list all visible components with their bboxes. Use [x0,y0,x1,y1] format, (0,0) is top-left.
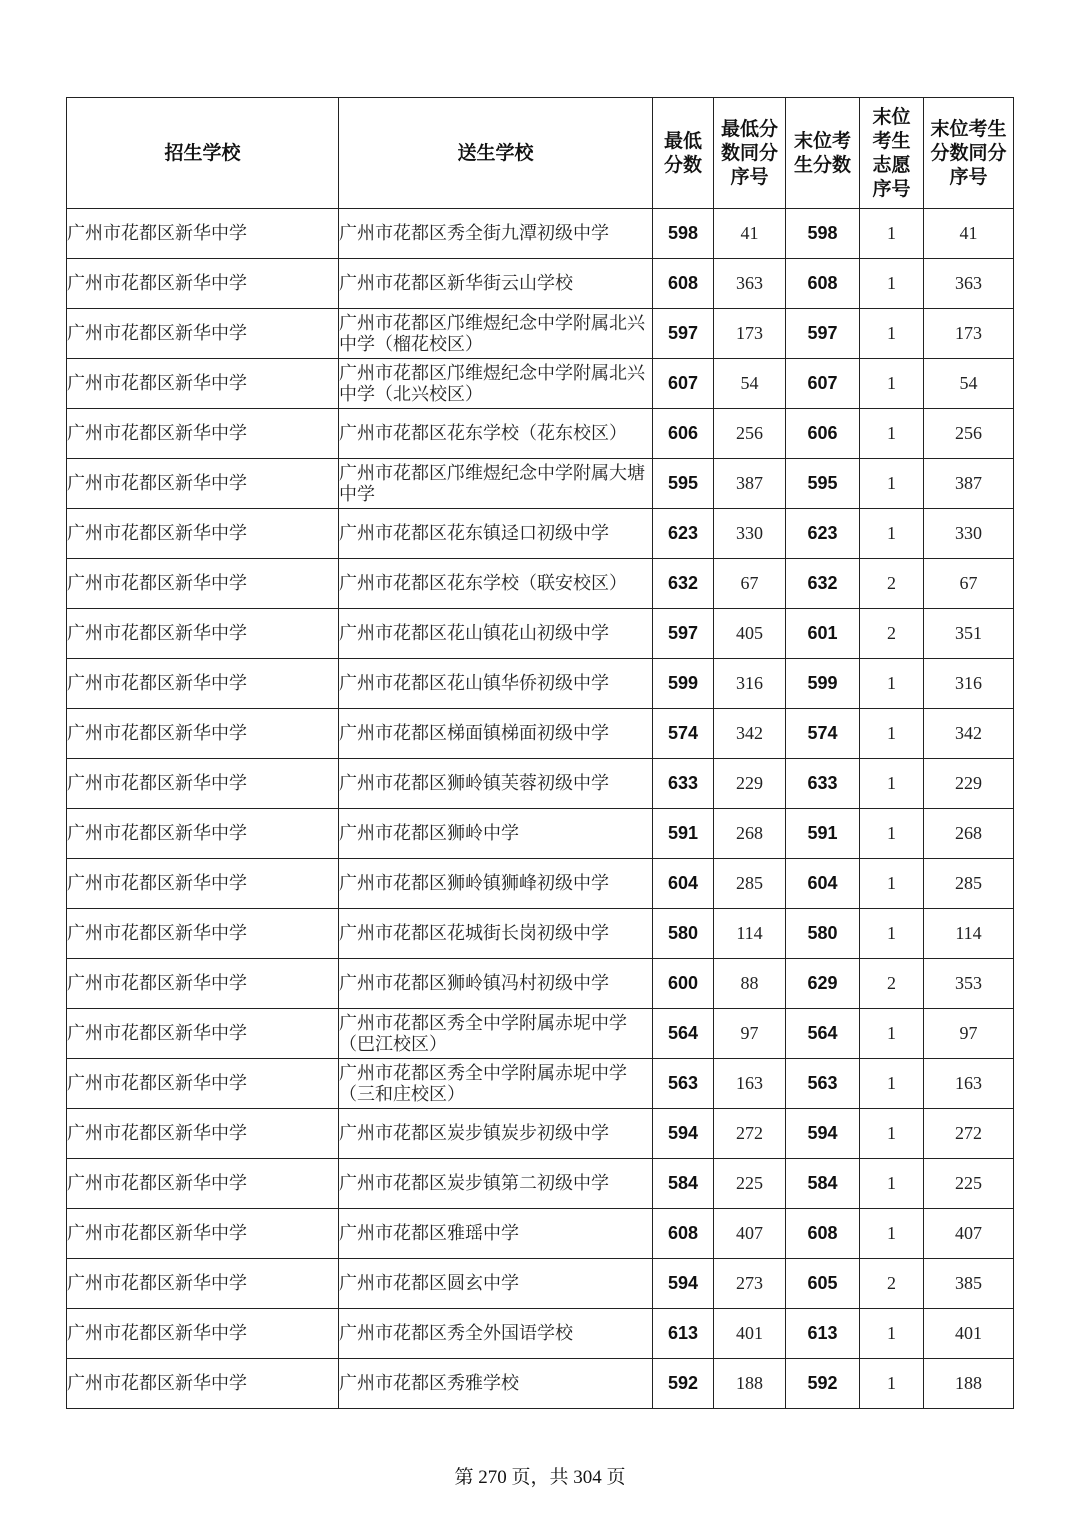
min-score-cell: 591 [653,809,714,859]
last-rank-cell: 54 [924,359,1014,409]
last-score-cell: 563 [786,1059,860,1109]
enroll-school-cell: 广州市花都区新华中学 [67,259,339,309]
min-score-cell: 597 [653,609,714,659]
table-row [67,1109,1014,1159]
last-preference-cell: 1 [860,909,924,959]
min-score-cell: 632 [653,559,714,609]
last-rank-cell: 225 [924,1159,1014,1209]
enroll-school-cell: 广州市花都区新华中学 [67,1009,339,1059]
last-score-cell: 574 [786,709,860,759]
last-preference-cell: 1 [860,309,924,359]
table-row [67,1209,1014,1259]
last-score-cell: 584 [786,1159,860,1209]
last-score-cell: 632 [786,559,860,609]
current-page: 270 [478,1467,507,1488]
table-row [67,259,1014,309]
enroll-school-cell: 广州市花都区新华中学 [67,659,339,709]
min-rank-cell: 401 [714,1309,786,1359]
last-preference-cell: 1 [860,859,924,909]
table-row [67,659,1014,709]
source-school-cell: 广州市花都区秀全街九潭初级中学 [339,209,653,259]
min-rank-cell: 405 [714,609,786,659]
source-school-cell: 广州市花都区花山镇花山初级中学 [339,609,653,659]
min-rank-cell: 256 [714,409,786,459]
last-score-cell: 623 [786,509,860,559]
last-preference-cell: 1 [860,1109,924,1159]
table-row [67,509,1014,559]
last-preference-cell: 1 [860,809,924,859]
table-row [67,1259,1014,1309]
source-school-cell: 广州市花都区狮岭镇狮峰初级中学 [339,859,653,909]
last-rank-cell: 97 [924,1009,1014,1059]
enroll-school-cell: 广州市花都区新华中学 [67,459,339,509]
header-row [67,98,1014,209]
min-rank-cell: 173 [714,309,786,359]
last-preference-cell: 1 [860,1059,924,1109]
enroll-school-cell: 广州市花都区新华中学 [67,709,339,759]
min-rank-cell: 88 [714,959,786,1009]
table-row [67,1159,1014,1209]
min-rank-cell: 316 [714,659,786,709]
last-score-cell: 601 [786,609,860,659]
min-rank-cell: 285 [714,859,786,909]
min-score-cell: 592 [653,1359,714,1409]
last-rank-cell: 272 [924,1109,1014,1159]
enroll-school-cell: 广州市花都区新华中学 [67,559,339,609]
last-score-cell: 604 [786,859,860,909]
last-score-cell: 599 [786,659,860,709]
min-rank-cell: 163 [714,1059,786,1109]
source-school-cell: 广州市花都区新华街云山学校 [339,259,653,309]
last-score-cell: 597 [786,309,860,359]
min-rank-cell: 407 [714,1209,786,1259]
source-school-cell: 广州市花都区圆玄中学 [339,1259,653,1309]
source-school-cell: 广州市花都区炭步镇炭步初级中学 [339,1109,653,1159]
min-score-cell: 600 [653,959,714,1009]
enroll-school-cell: 广州市花都区新华中学 [67,1109,339,1159]
last-rank-cell: 229 [924,759,1014,809]
table-row [67,759,1014,809]
table-row [67,859,1014,909]
header-min-score-rank: 最低分数同分序号 [714,98,786,209]
source-school-cell: 广州市花都区花东镇迳口初级中学 [339,509,653,559]
last-score-cell: 594 [786,1109,860,1159]
score-table [66,97,1014,1409]
last-preference-cell: 1 [860,709,924,759]
last-preference-cell: 1 [860,1209,924,1259]
last-preference-cell: 1 [860,209,924,259]
last-score-cell: 608 [786,1209,860,1259]
table-row [67,359,1014,409]
last-preference-cell: 1 [860,1309,924,1359]
last-rank-cell: 268 [924,809,1014,859]
last-rank-cell: 188 [924,1359,1014,1409]
min-score-cell: 580 [653,909,714,959]
last-preference-cell: 2 [860,609,924,659]
source-school-cell: 广州市花都区梯面镇梯面初级中学 [339,709,653,759]
enroll-school-cell: 广州市花都区新华中学 [67,409,339,459]
source-school-cell: 广州市花都区秀全中学附属赤坭中学（巴江校区） [339,1009,653,1059]
min-score-cell: 595 [653,459,714,509]
min-score-cell: 564 [653,1009,714,1059]
table-row [67,459,1014,509]
last-preference-cell: 1 [860,409,924,459]
source-school-cell: 广州市花都区花城街长岗初级中学 [339,909,653,959]
min-rank-cell: 268 [714,809,786,859]
table-body [67,209,1014,1409]
table-row [67,809,1014,859]
last-score-cell: 580 [786,909,860,959]
last-preference-cell: 1 [860,509,924,559]
enroll-school-cell: 广州市花都区新华中学 [67,1059,339,1109]
source-school-cell: 广州市花都区秀全中学附属赤坭中学（三和庄校区） [339,1059,653,1109]
last-score-cell: 608 [786,259,860,309]
last-rank-cell: 256 [924,409,1014,459]
min-rank-cell: 114 [714,909,786,959]
min-rank-cell: 330 [714,509,786,559]
source-school-cell: 广州市花都区雅瑶中学 [339,1209,653,1259]
last-preference-cell: 1 [860,1159,924,1209]
last-rank-cell: 285 [924,859,1014,909]
last-rank-cell: 41 [924,209,1014,259]
table-row [67,909,1014,959]
last-rank-cell: 330 [924,509,1014,559]
enroll-school-cell: 广州市花都区新华中学 [67,909,339,959]
min-rank-cell: 272 [714,1109,786,1159]
min-score-cell: 574 [653,709,714,759]
min-score-cell: 613 [653,1309,714,1359]
min-score-cell: 604 [653,859,714,909]
min-score-cell: 599 [653,659,714,709]
last-preference-cell: 2 [860,559,924,609]
min-score-cell: 594 [653,1259,714,1309]
min-score-cell: 606 [653,409,714,459]
table-row [67,209,1014,259]
last-rank-cell: 114 [924,909,1014,959]
source-school-cell: 广州市花都区花东学校（联安校区） [339,559,653,609]
enroll-school-cell: 广州市花都区新华中学 [67,509,339,559]
table-row [67,709,1014,759]
header-last-preference: 末位考生志愿序号 [860,98,924,209]
table-row [67,959,1014,1009]
enroll-school-cell: 广州市花都区新华中学 [67,309,339,359]
min-rank-cell: 67 [714,559,786,609]
header-source-school: 送生学校 [339,98,653,209]
last-preference-cell: 1 [860,1359,924,1409]
table-row [67,309,1014,359]
table-row [67,609,1014,659]
source-school-cell: 广州市花都区秀全外国语学校 [339,1309,653,1359]
last-preference-cell: 1 [860,759,924,809]
min-score-cell: 584 [653,1159,714,1209]
table-row [67,1309,1014,1359]
last-rank-cell: 173 [924,309,1014,359]
table-row [67,409,1014,459]
enroll-school-cell: 广州市花都区新华中学 [67,609,339,659]
min-rank-cell: 363 [714,259,786,309]
last-rank-cell: 351 [924,609,1014,659]
table-row [67,1359,1014,1409]
enroll-school-cell: 广州市花都区新华中学 [67,759,339,809]
source-school-cell: 广州市花都区秀雅学校 [339,1359,653,1409]
enroll-school-cell: 广州市花都区新华中学 [67,1309,339,1359]
last-rank-cell: 67 [924,559,1014,609]
last-score-cell: 592 [786,1359,860,1409]
header-last-score: 末位考生分数 [786,98,860,209]
last-rank-cell: 407 [924,1209,1014,1259]
last-rank-cell: 342 [924,709,1014,759]
header-last-score-rank: 末位考生分数同分序号 [924,98,1014,209]
last-preference-cell: 2 [860,959,924,1009]
source-school-cell: 广州市花都区邝维煜纪念中学附属北兴中学（北兴校区） [339,359,653,409]
last-rank-cell: 163 [924,1059,1014,1109]
last-preference-cell: 1 [860,1009,924,1059]
enroll-school-cell: 广州市花都区新华中学 [67,1159,339,1209]
source-school-cell: 广州市花都区狮岭镇冯村初级中学 [339,959,653,1009]
min-score-cell: 598 [653,209,714,259]
enroll-school-cell: 广州市花都区新华中学 [67,809,339,859]
last-preference-cell: 2 [860,1259,924,1309]
source-school-cell: 广州市花都区花东学校（花东校区） [339,409,653,459]
table-row [67,1059,1014,1109]
total-pages: 304 [573,1467,602,1488]
min-rank-cell: 229 [714,759,786,809]
page-footer: 第 270 页，共 304 页 [454,1467,626,1488]
min-rank-cell: 225 [714,1159,786,1209]
last-score-cell: 591 [786,809,860,859]
header-min-score: 最低分数 [653,98,714,209]
last-score-cell: 613 [786,1309,860,1359]
min-rank-cell: 41 [714,209,786,259]
enroll-school-cell: 广州市花都区新华中学 [67,359,339,409]
min-rank-cell: 188 [714,1359,786,1409]
last-preference-cell: 1 [860,259,924,309]
source-school-cell: 广州市花都区炭步镇第二初级中学 [339,1159,653,1209]
last-preference-cell: 1 [860,359,924,409]
enroll-school-cell: 广州市花都区新华中学 [67,1359,339,1409]
source-school-cell: 广州市花都区邝维煜纪念中学附属大塘中学 [339,459,653,509]
table-row [67,559,1014,609]
min-score-cell: 608 [653,1209,714,1259]
source-school-cell: 广州市花都区狮岭镇芙蓉初级中学 [339,759,653,809]
last-rank-cell: 401 [924,1309,1014,1359]
min-score-cell: 563 [653,1059,714,1109]
enroll-school-cell: 广州市花都区新华中学 [67,1259,339,1309]
last-score-cell: 605 [786,1259,860,1309]
last-preference-cell: 1 [860,659,924,709]
min-rank-cell: 273 [714,1259,786,1309]
min-rank-cell: 387 [714,459,786,509]
table-row [67,1009,1014,1059]
min-score-cell: 607 [653,359,714,409]
min-rank-cell: 342 [714,709,786,759]
enroll-school-cell: 广州市花都区新华中学 [67,859,339,909]
enroll-school-cell: 广州市花都区新华中学 [67,1209,339,1259]
last-score-cell: 598 [786,209,860,259]
min-score-cell: 597 [653,309,714,359]
last-rank-cell: 363 [924,259,1014,309]
last-score-cell: 607 [786,359,860,409]
last-score-cell: 629 [786,959,860,1009]
last-score-cell: 595 [786,459,860,509]
last-score-cell: 606 [786,409,860,459]
last-rank-cell: 387 [924,459,1014,509]
source-school-cell: 广州市花都区狮岭中学 [339,809,653,859]
last-rank-cell: 385 [924,1259,1014,1309]
enroll-school-cell: 广州市花都区新华中学 [67,959,339,1009]
min-score-cell: 608 [653,259,714,309]
min-score-cell: 623 [653,509,714,559]
last-preference-cell: 1 [860,459,924,509]
min-score-cell: 594 [653,1109,714,1159]
last-rank-cell: 353 [924,959,1014,1009]
source-school-cell: 广州市花都区邝维煜纪念中学附属北兴中学（榴花校区） [339,309,653,359]
min-rank-cell: 54 [714,359,786,409]
last-rank-cell: 316 [924,659,1014,709]
source-school-cell: 广州市花都区花山镇华侨初级中学 [339,659,653,709]
last-score-cell: 564 [786,1009,860,1059]
header-enroll-school: 招生学校 [67,98,339,209]
enroll-school-cell: 广州市花都区新华中学 [67,209,339,259]
min-score-cell: 633 [653,759,714,809]
last-score-cell: 633 [786,759,860,809]
min-rank-cell: 97 [714,1009,786,1059]
